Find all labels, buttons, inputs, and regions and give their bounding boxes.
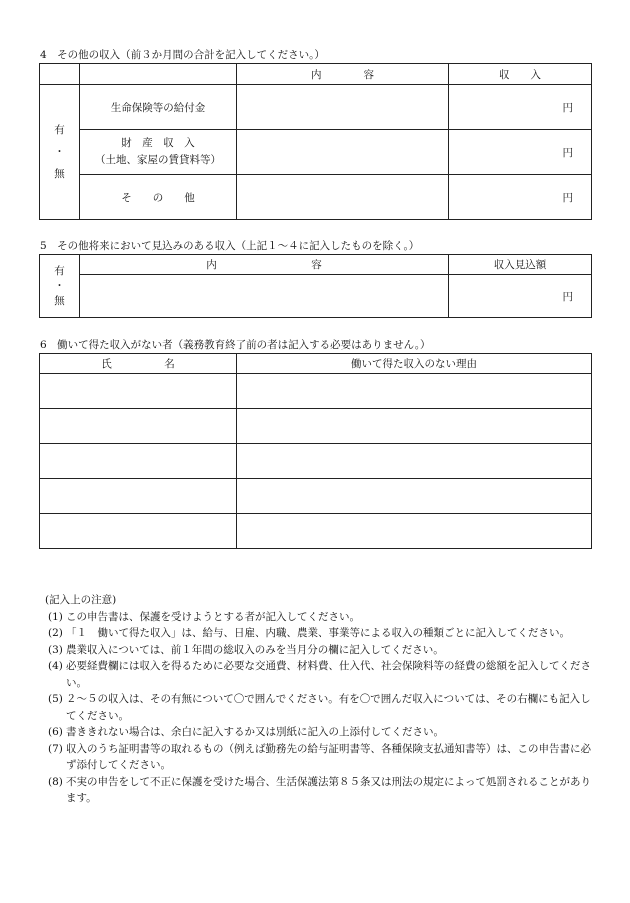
name-cell[interactable] xyxy=(40,409,237,444)
yes-label: 有 xyxy=(54,124,65,136)
note-text: 書ききれない場合は、余白に記入するか又は別紙に記入の上添付してください。 xyxy=(66,726,444,738)
income-cell-property[interactable]: 円 xyxy=(449,130,592,175)
note-item xyxy=(48,609,596,626)
name-cell[interactable] xyxy=(40,479,237,514)
reason-cell[interactable] xyxy=(237,444,592,479)
note-item xyxy=(48,691,596,724)
yes-no-cell[interactable] xyxy=(40,85,80,220)
expected-income-table xyxy=(39,254,592,318)
corner-cell xyxy=(40,64,80,85)
header-content: 内 容 xyxy=(237,64,449,85)
name-cell[interactable] xyxy=(40,374,237,409)
note-item xyxy=(48,658,596,691)
note-text: 不実の申告をして不正に保護を受けた場合、生活保護法第８５条又は刑法の規定によって処罰されることがあります。 xyxy=(66,775,591,804)
note-item xyxy=(48,741,596,774)
property-label: 財 産 収 入 xyxy=(121,137,195,149)
content-cell-other[interactable] xyxy=(237,175,449,220)
note-text: 収入のうち証明書等の取れるもの（例えば勤務先の給与証明書等、各種保険支払通知書等）は、この申告書に必ず添付してください。 xyxy=(66,742,591,771)
blank-header-cell xyxy=(80,64,237,85)
header-reason: 働いて得た収入のない理由 xyxy=(237,354,592,374)
note-number: (1) xyxy=(48,610,63,623)
note-number: (5) xyxy=(48,693,63,705)
no-label: 無 xyxy=(54,168,65,180)
header-income: 収 入 xyxy=(449,64,592,85)
header-content-5: 内 容 xyxy=(80,255,449,275)
note-number: (8) xyxy=(48,775,63,788)
property-sublabel: （土地、家屋の賃貸料等） xyxy=(95,154,221,166)
section-5-title: 5 その他将来において見込みのある収入（上記１～４に記入したものを除く。） xyxy=(40,240,420,252)
note-item xyxy=(48,625,596,642)
note-text: 「１ 働いて得た収入」は、給与、日雇、内職、農業、事業等による収入の種類ごとに記入してください。 xyxy=(66,627,570,639)
row-label-insurance: 生命保険等の給付金 xyxy=(80,85,237,130)
income-cell-insurance[interactable]: 円 xyxy=(449,85,592,130)
other-income-table xyxy=(39,63,592,220)
note-item xyxy=(48,724,596,741)
note-number: (6) xyxy=(48,726,63,738)
name-cell[interactable] xyxy=(40,514,237,549)
reason-cell[interactable] xyxy=(237,479,592,514)
yes-label: 有 xyxy=(54,264,65,277)
no-label: 無 xyxy=(54,294,65,307)
content-cell-5[interactable] xyxy=(80,275,449,318)
reason-cell[interactable] xyxy=(237,409,592,444)
note-number: (4) xyxy=(48,660,63,672)
header-expected-income: 収入見込額 xyxy=(449,255,592,275)
expected-income-cell[interactable]: 円 xyxy=(449,275,592,318)
dot-label: ・ xyxy=(54,146,65,158)
section-4-title: 4 その他の収入（前３か月間の合計を記入してください。） xyxy=(40,49,325,61)
notes-heading: (記入上の注意) xyxy=(45,594,117,606)
note-text: 必要経費欄には収入を得るために必要な交通費、材料費、仕入代、社会保険料等の経費の総額を記入してください。 xyxy=(66,660,591,689)
note-text: この申告書は、保護を受けようとする者が記入してください。 xyxy=(66,610,360,623)
reason-cell[interactable] xyxy=(237,514,592,549)
row-label-property xyxy=(80,130,237,175)
header-name: 氏 名 xyxy=(40,354,237,374)
note-text: ２～５の収入は、その有無について〇で囲んでください。有を〇で囲んだ収入については、その右欄にも記入してください。 xyxy=(66,693,591,722)
dot-label: ・ xyxy=(54,279,65,292)
filling-notes xyxy=(45,592,596,807)
no-work-income-table xyxy=(39,353,592,549)
reason-cell[interactable] xyxy=(237,374,592,409)
row-label-other: そ の 他 xyxy=(80,175,237,220)
name-cell[interactable] xyxy=(40,444,237,479)
section-6-title: 6 働いて得た収入がない者（義務教育終了前の者は記入する必要はありません。） xyxy=(40,339,431,351)
yes-no-cell-5[interactable] xyxy=(40,255,80,318)
note-item xyxy=(48,774,596,807)
income-cell-other[interactable]: 円 xyxy=(449,175,592,220)
note-item xyxy=(48,642,596,659)
note-number: (2) xyxy=(48,627,63,639)
content-cell-insurance[interactable] xyxy=(237,85,449,130)
note-text: 農業収入については、前１年間の総収入のみを当月分の欄に記入してください。 xyxy=(66,643,444,656)
note-number: (7) xyxy=(48,742,63,755)
content-cell-property[interactable] xyxy=(237,130,449,175)
note-number: (3) xyxy=(48,643,63,656)
